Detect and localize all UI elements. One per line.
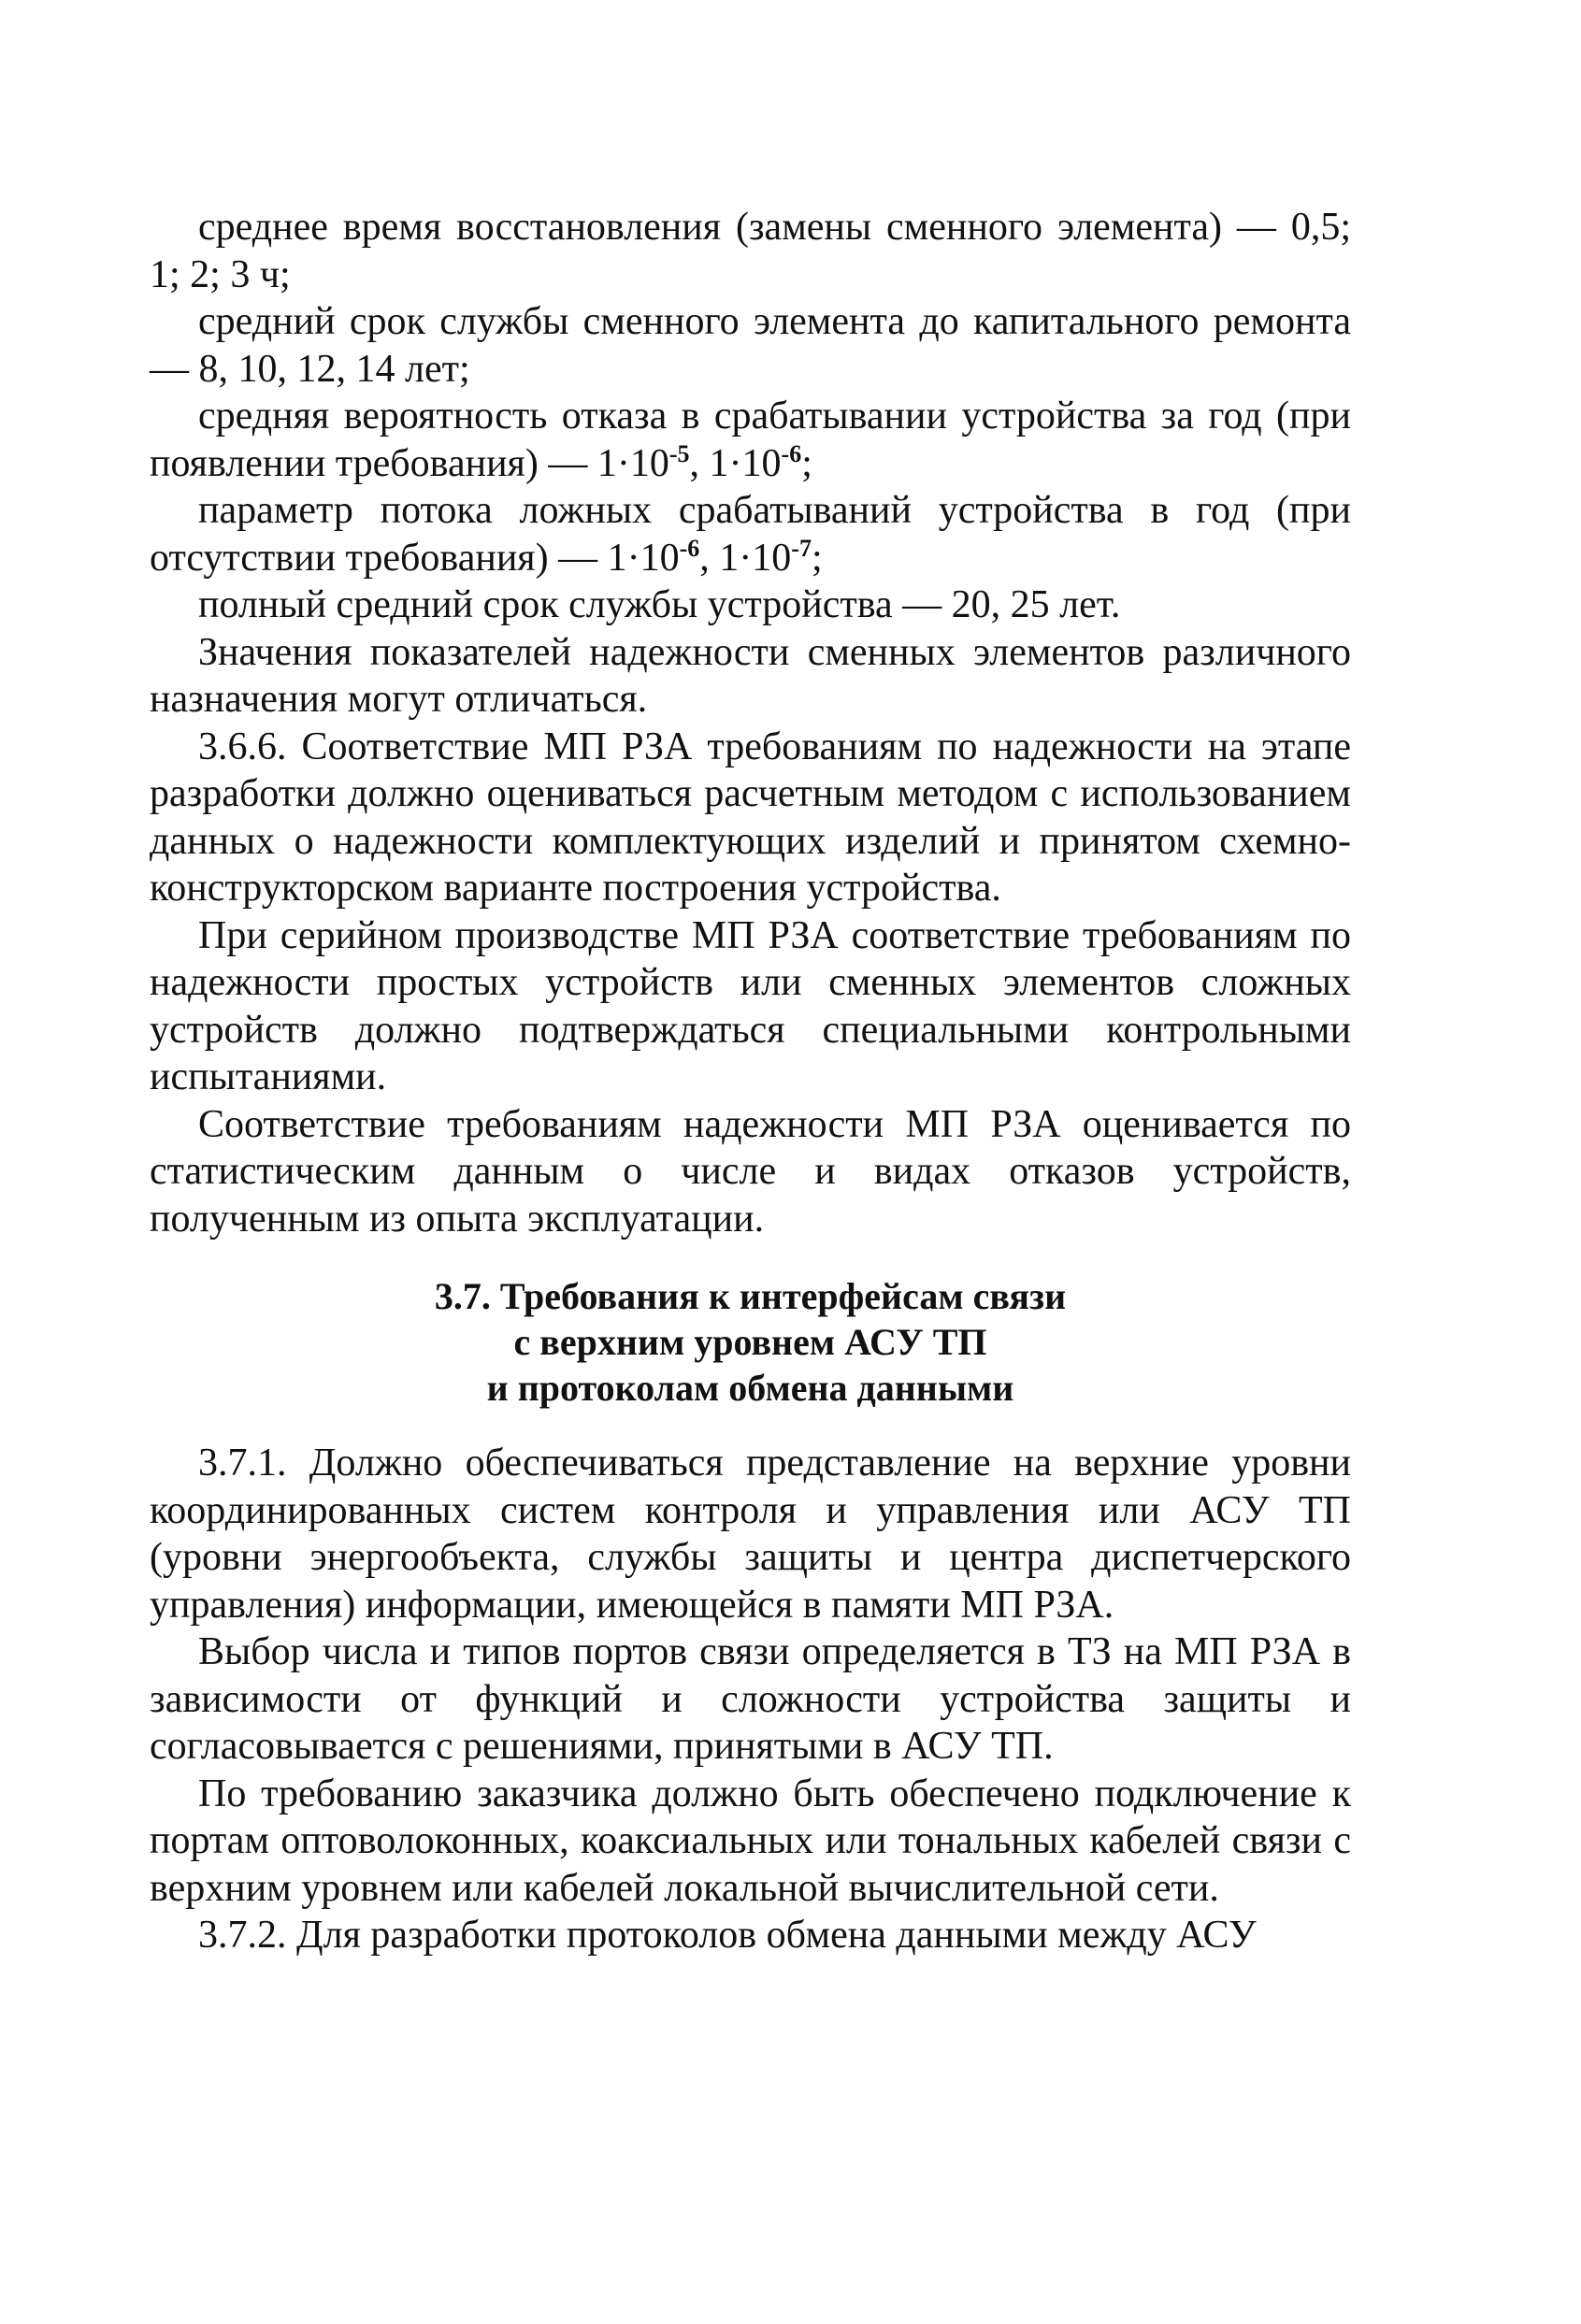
text-block-bottom [150,1440,1351,1959]
failure-probability-mid: , 1·10 [689,441,782,485]
text-block-top [150,204,1351,1242]
paragraph-customer-request: По требованию заказчика должно быть обеспечено подключение к портам оптоволоконных, коаксиальных или тональных кабелей связи с верхним уровнем или кабелей локальной вычислительной сети. [150,1772,1351,1910]
failure-probability-end: ; [801,441,812,485]
paragraph-serial-production: При серийном производстве МП РЗА соответствие требованиям по надежности простых устройств или сменных элементов сложных устройств должно подтверждаться специальными контрольными испытаниями. [150,913,1351,1098]
failure-probability-text: средняя вероятность отказа в срабатывании устройства за год (при появлении требования) — 1·10 [150,395,1351,485]
paragraph-3-6-6: 3.6.6. Соответствие МП РЗА требованиям по надежности на этапе разработки должно оцениваться расчетным методом с использованием данных о надежности комплектующих изделий и принятом схемно-конструкторском варианте построения устройства. [150,724,1351,910]
false-trip-exponent-1: -6 [679,534,700,562]
failure-probability-exponent-1: -5 [668,439,690,467]
false-trip-exponent-2: -7 [791,534,812,562]
paragraph-full-service-life: полный средний срок службы устройства — 20, 25 лет. [198,583,1121,626]
heading-line-2: с верхним уровнем АСУ ТП [513,1321,987,1363]
heading-line-1: 3.7. Требования к интерфейсам связи [434,1275,1067,1317]
false-trip-text: параметр потока ложных срабатываний устройства в год (при отсутствии требования) — 1·10 [150,489,1351,580]
heading-line-3: и протоколам обмена данными [486,1367,1014,1409]
false-trip-end: ; [811,536,823,580]
false-trip-mid: , 1·10 [699,536,792,580]
paragraph-3-7-1: 3.7.1. Должно обеспечиваться представление на верхние уровни координированных систем контроля и управления или АСУ ТП (уровни энергообъекта, службы защиты и центра диспетчерского управления) информации, имеющейся в памяти МП РЗА. [150,1442,1351,1627]
failure-probability-exponent-2: -6 [781,439,802,467]
paragraph-restore-time: среднее время восстановления (замены сменного элемента) — 0,5; 1; 2; 3 ч; [150,206,1351,296]
paragraph-service-life-element: средний срок службы сменного элемента до капитального ремонта — 8, 10, 12, 14 лет; [150,300,1351,391]
paragraph-statistical-assessment: Соответствие требованиям надежности МП РЗА оценивается по статистическим данным о числе и видах отказов устройств, полученным из опыта эксплуатации. [150,1102,1351,1241]
paragraph-reliability-values: Значения показателей надежности сменных элементов различного назначения могут отличаться. [150,630,1351,721]
paragraph-failure-probability [150,393,1351,487]
paragraph-3-7-2: 3.7.2. Для разработки протоколов обмена данными между АСУ [198,1914,1257,1957]
section-heading-3-7 [150,1273,1351,1411]
paragraph-ports-selection: Выбор числа и типов портов связи определяется в ТЗ на МП РЗА в зависимости от функций и сложности устройства защиты и согласовывается с решениями, принятыми в АСУ ТП. [150,1630,1351,1768]
paragraph-false-trip-flow [150,487,1351,581]
